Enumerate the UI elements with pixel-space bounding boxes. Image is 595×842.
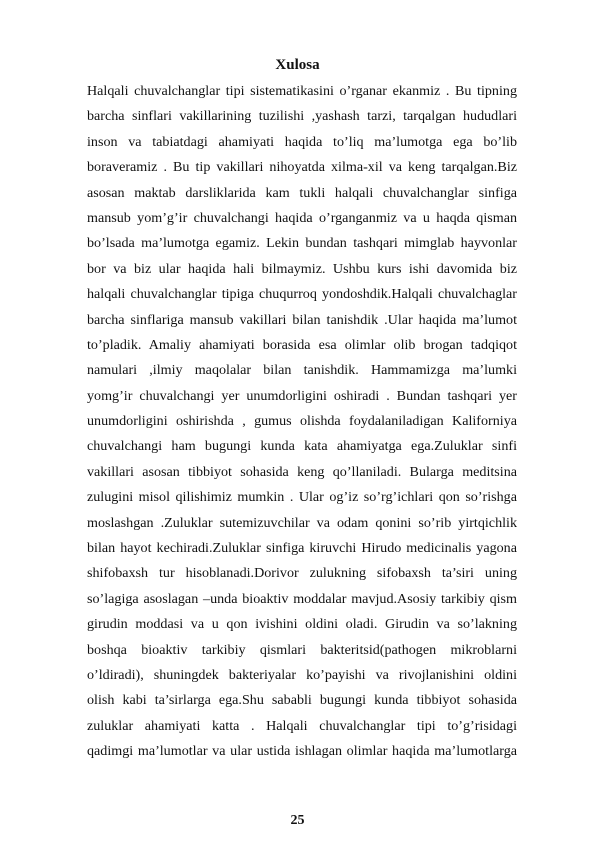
text-line: zulugini misol qilishimiz mumkin . Ular og’iz so’rg’ichlari qon so’rishga bbox=[87, 489, 517, 506]
text-line: bilan hayot kechiradi.Zuluklar sinfiga kiruvchi Hirudo medicinalis yagona bbox=[87, 540, 517, 557]
text-line: zuluklar ahamiyati katta . Halqali chuvalchanglar tipi to’g’risidagi bbox=[87, 717, 517, 734]
text-line: namulari ,ilmiy maqolalar bilan tanishdik. Hammamizga ma’lumki bbox=[87, 362, 517, 379]
text-line: shifobaxsh tur hisoblanadi.Dorivor zulukning sifobaxsh ta’siri uning bbox=[87, 565, 517, 582]
text-line: asosan maktab darsliklarida kam tukli halqali chuvalchanglar sinfiga bbox=[87, 184, 517, 201]
text-line: olish kabi ta’sirlarga ega.Shu sababli bugungi kunda tibbiyot sohasida bbox=[87, 692, 517, 709]
text-line: boshqa bioaktiv tarkibiy qismlari bakteritsid(pathogen mikroblarni bbox=[87, 641, 517, 658]
text-line: yomg’ir chuvalchangi yer unumdorligini oshiradi . Bundan tashqari yer bbox=[87, 387, 517, 404]
text-line: bo’lsada ma’lumotga egamiz. Lekin bundan tashqari mimglab hayvonlar bbox=[87, 235, 517, 252]
text-line: moslashgan .Zuluklar sutemizuvchilar va odam qonini so’rib yirtqichlik bbox=[87, 514, 517, 531]
text-line: boraveramiz . Bu tip vakillari nihoyatda xilma-xil va keng tarqalgan.Biz bbox=[87, 159, 517, 176]
text-line: chuvalchangi ham bugungi kunda kata ahamiyatga ega.Zuluklar sinfi bbox=[87, 438, 517, 455]
text-line: o’ldiradi), shuningdek bakteriyalar ko’payishi va rivojlanishini oldini bbox=[87, 666, 517, 683]
text-line: bor va biz ular haqida hali bilmaymiz. Ushbu kurs ishi davomida biz bbox=[87, 260, 517, 277]
text-line: inson va tabiatdagi ahamiyati haqida to’liq ma’lumotga ega bo’lib bbox=[87, 133, 517, 150]
text-line: to’pladik. Amaliy ahamiyati borasida esa olimlar olib brogan tadqiqot bbox=[87, 336, 517, 353]
text-line: qadimgi ma’lumotlar va ular ustida ishlagan olimlar haqida ma’lumotlarga bbox=[87, 743, 517, 760]
section-title: Xulosa bbox=[275, 57, 320, 73]
text-line: mansub yom’g’ir chuvalchangi haqida o’rganganmiz va u haqda qisman bbox=[87, 209, 517, 226]
text-line: barcha sinflari vakillarining tuzilishi ,yashash tarzi, tarqalgan hududlari bbox=[87, 108, 517, 125]
text-line: girudin moddasi va u qon ivishini oldini oladi. Girudin va so’lakning bbox=[87, 616, 517, 633]
page-number: 25 bbox=[290, 813, 305, 828]
text-line: Halqali chuvalchanglar tipi sistematikasini o’rganar ekanmiz . Bu tipning bbox=[87, 83, 517, 99]
text-line: vakillari asosan tibbiyot sohasida keng qo’llaniladi. Bularga meditsina bbox=[87, 463, 517, 480]
body-text bbox=[87, 79, 517, 765]
text-line: unumdorligini oshirishda , gumus olishda foydalaniladigan Kaliforniya bbox=[87, 413, 517, 430]
text-line: halqali chuvalchanglar tipiga chuqurroq yondoshdik.Halqali chuvalchaglar bbox=[87, 286, 517, 303]
text-line: so’lagiga asoslagan –unda bioaktiv moddalar mavjud.Asosiy tarkibiy qism bbox=[87, 590, 517, 607]
text-line: barcha sinflariga mansub vakillari bilan tanishdik .Ular haqida ma’lumot bbox=[87, 311, 517, 328]
